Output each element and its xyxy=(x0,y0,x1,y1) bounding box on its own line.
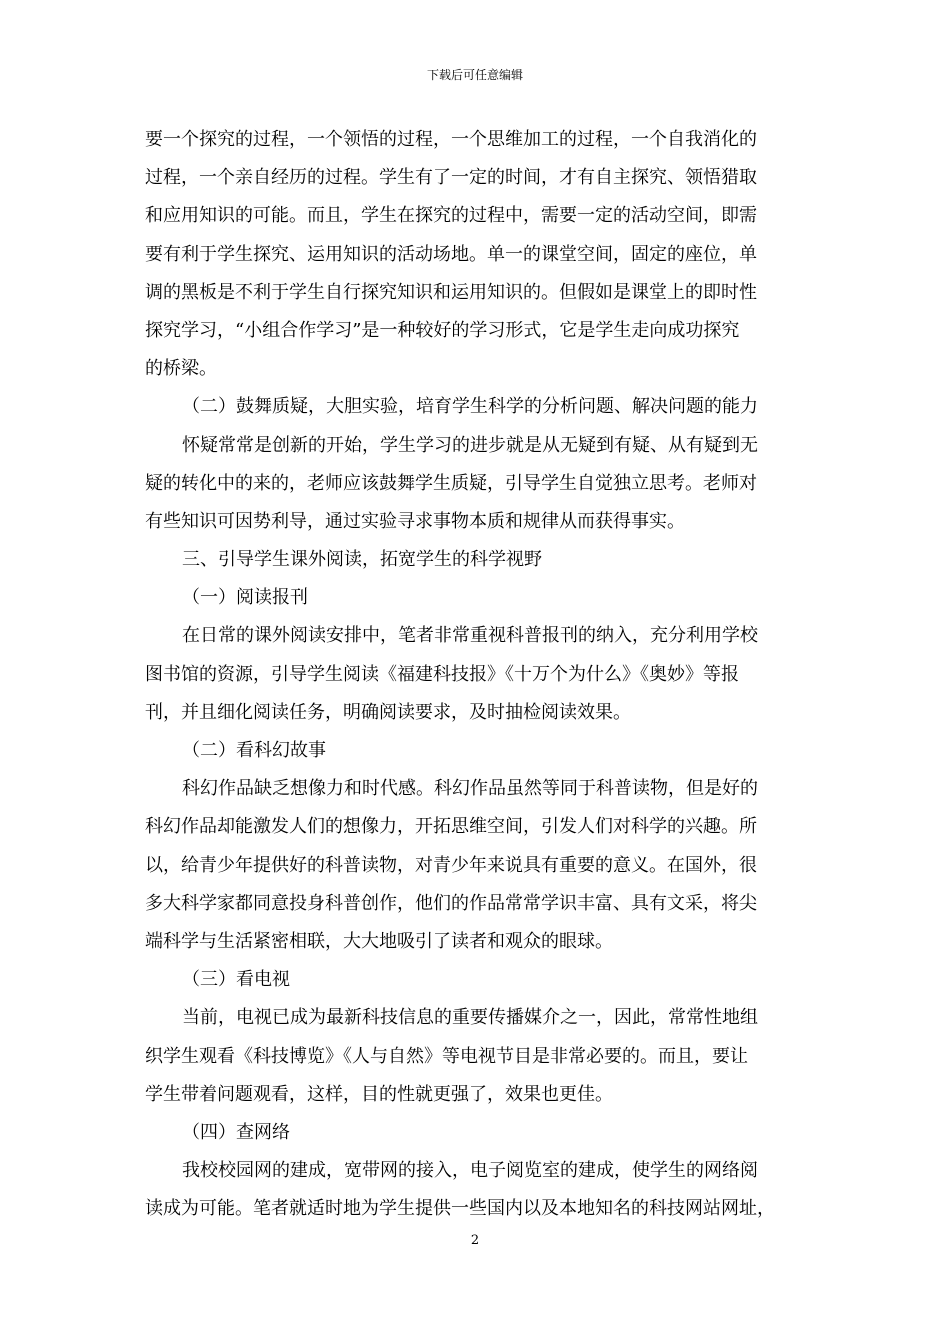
text-line: 刊，并且细化阅读任务，明确阅读要求，及时抽检阅读效果。 xyxy=(145,701,631,723)
text-line: 有些知识可因势利导，通过实验寻求事物本质和规律从而获得事实。 xyxy=(145,510,685,532)
text-line: 怀疑常常是创新的开始，学生学习的进步就是从无疑到有疑、从有疑到无 xyxy=(182,434,758,456)
text-line: 和应用知识的可能。而且，学生在探究的过程中，需要一定的活动空间，即需 xyxy=(145,205,757,227)
document-body xyxy=(145,121,805,1228)
page-header: 下载后可任意编辑 xyxy=(426,68,523,82)
text-line: 调的黑板是不利于学生自行探究知识和运用知识的。但假如是课堂上的即时性 xyxy=(145,281,757,303)
text-line: 科幻作品缺乏想像力和时代感。科幻作品虽然等同于科普读物，但是好的 xyxy=(182,778,758,800)
text-line: 图书馆的资源，引导学生阅读《福建科技报》《十万个为什么》《奥妙》等报 xyxy=(145,663,739,685)
text-line: 要一个探究的过程，一个领悟的过程，一个思维加工的过程，一个自我消化的 xyxy=(145,129,757,150)
text-line: 探究学习，“小组合作学习”是一种较好的学习形式，它是学生走向成功探究 xyxy=(145,319,740,341)
text-line: （一）阅读报刊 xyxy=(182,587,308,609)
text-line: 疑的转化中的来的，老师应该鼓舞学生质疑，引导学生自觉独立思考。老师对 xyxy=(145,472,757,494)
text-line: 读成为可能。笔者就适时地为学生提供一些国内以及本地知名的科技网站网址， xyxy=(145,1198,775,1220)
text-line: 当前，电视已成为最新科技信息的重要传播媒介之一，因此，常常性地组 xyxy=(182,1007,758,1029)
text-line: 的桥梁。 xyxy=(145,358,217,380)
text-line: 三、引导学生课外阅读，拓宽学生的科学视野 xyxy=(182,549,542,571)
text-line: （二）鼓舞质疑，大胆实验，培育学生科学的分析问题、解决问题的能力 xyxy=(182,396,758,418)
text-line: 学生带着问题观看，这样，目的性就更强了，效果也更佳。 xyxy=(145,1083,613,1105)
page-number: 2 xyxy=(470,1233,480,1248)
text-line: 多大科学家都同意投身科普创作，他们的作品常常学识丰富、具有文采，将尖 xyxy=(145,892,757,914)
text-line: 过程，一个亲自经历的过程。学生有了一定的时间，才有自主探究、领悟猎取 xyxy=(145,167,757,189)
text-line: 以，给青少年提供好的科普读物，对青少年来说具有重要的意义。在国外，很 xyxy=(145,854,757,876)
text-line: 端科学与生活紧密相联，大大地吸引了读者和观众的眼球。 xyxy=(145,930,613,952)
text-line: （四）查网络 xyxy=(182,1121,290,1143)
text-line: 要有利于学生探究、运用知识的活动场地。单一的课堂空间，固定的座位，单 xyxy=(145,243,757,265)
text-line: 我校校园网的建成，宽带网的接入，电子阅览室的建成，使学生的网络阅 xyxy=(182,1160,758,1182)
text-line: 在日常的课外阅读安排中，笔者非常重视科普报刊的纳入，充分利用学校 xyxy=(182,625,758,647)
text-line: 织学生观看《科技博览》《人与自然》等电视节目是非常必要的。而且，要让 xyxy=(145,1045,748,1067)
text-line: （二）看科幻故事 xyxy=(182,740,326,761)
text-line: 科幻作品却能激发人们的想像力，开拓思维空间，引发人们对科学的兴趣。所 xyxy=(145,816,757,838)
text-line: （三）看电视 xyxy=(182,969,290,991)
